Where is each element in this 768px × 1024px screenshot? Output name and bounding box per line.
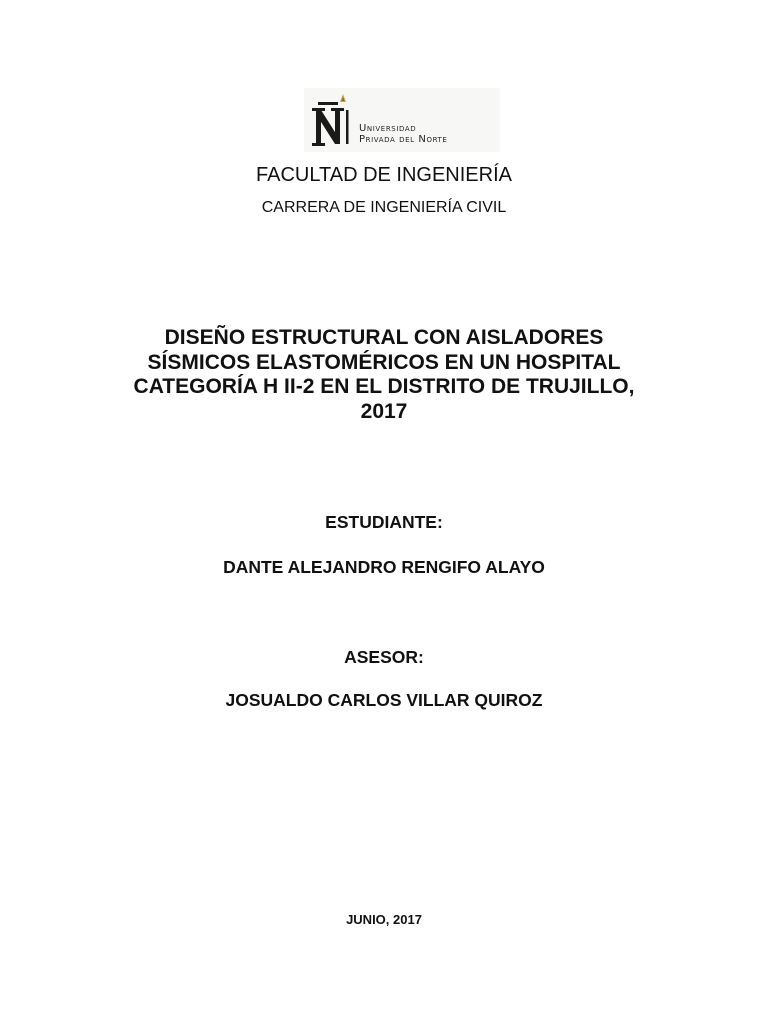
- advisor-label: ASESOR:: [344, 647, 424, 667]
- thesis-title: [0, 326, 768, 424]
- thesis-title-line4: 2017: [360, 399, 408, 423]
- university-name-line2: Privada del Norte: [359, 133, 448, 145]
- university-name: [359, 124, 447, 145]
- thesis-title-line3: CATEGORÍA H II-2 EN EL DISTRITO DE TRUJILLO,: [133, 375, 635, 398]
- student-name: DANTE ALEJANDRO RENGIFO ALAYO: [223, 557, 545, 577]
- thesis-title-line2: SÍSMICOS ELASTOMÉRICOS EN UN HOSPITAL: [147, 350, 621, 374]
- university-logo: [304, 88, 500, 152]
- faculty-name: FACULTAD DE INGENIERÍA: [256, 164, 512, 186]
- upn-n-logo-icon: [304, 88, 364, 152]
- university-name-line1: Universidad: [359, 123, 417, 134]
- career-name: CARRERA DE INGENIERÍA CIVIL: [261, 199, 507, 216]
- advisor-name: JOSUALDO CARLOS VILLAR QUIROZ: [225, 690, 543, 710]
- student-label: ESTUDIANTE:: [325, 512, 443, 532]
- thesis-title-line1: DISEÑO ESTRUCTURAL CON AISLADORES: [164, 326, 604, 349]
- document-date: JUNIO, 2017: [346, 912, 422, 927]
